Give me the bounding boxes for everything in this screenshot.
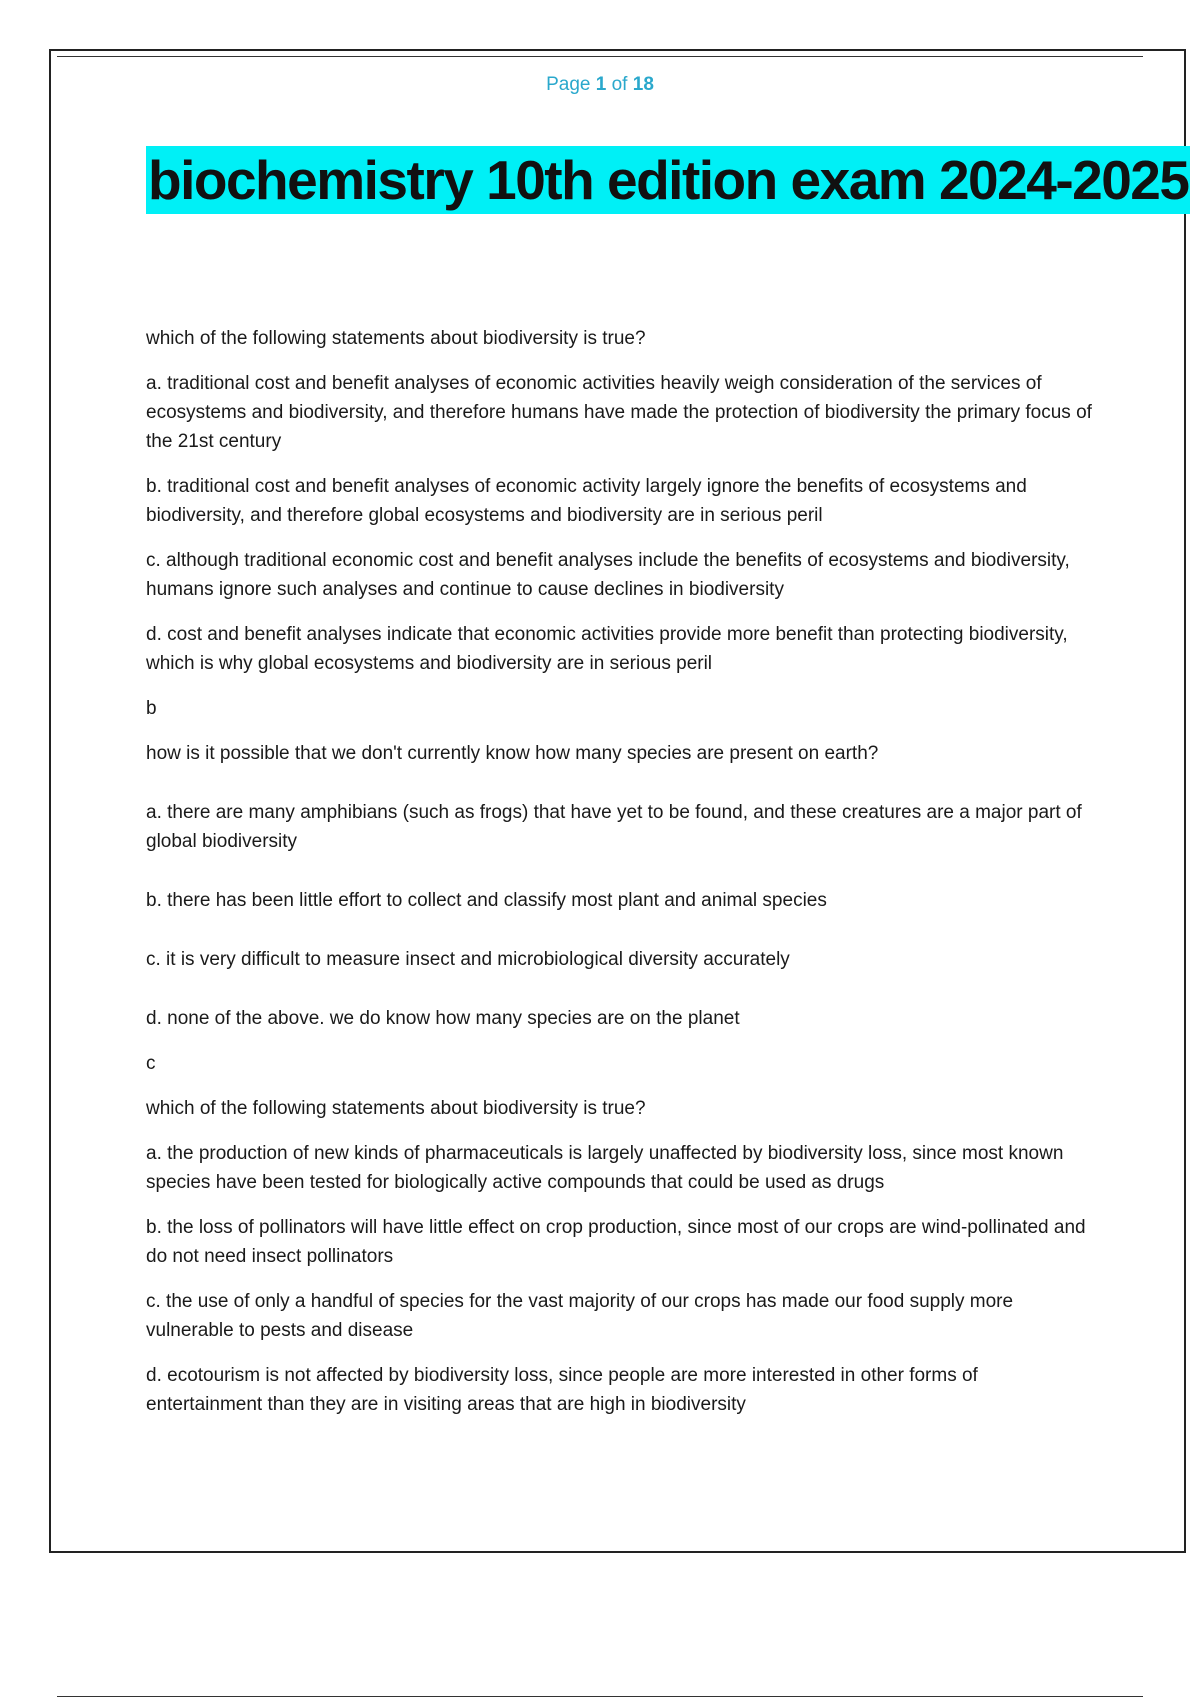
answer-option: d. cost and benefit analyses indicate that economic activities provide more benefit than protecting biodiversity, which is why global ecosystems and biodiversity are in serious peril [146,624,1068,674]
document-body [146,324,1094,1435]
bottom-rule [57,1696,1143,1697]
answer-option: a. there are many amphibians (such as frogs) that have yet to be found, and these creatures are a major part of global biodiversity [146,802,1082,852]
page-total: 18 [632,74,654,95]
answer-option: c. although traditional economic cost and benefit analyses include the benefits of ecosystems and biodiversity, humans ignore such analyses and continue to cause declines in biodiversity [146,550,1070,600]
answer-option: c. it is very difficult to measure insect and microbiological diversity accurately [146,949,790,970]
answer-key: c [146,1053,156,1074]
answer-option: d. ecotourism is not affected by biodiversity loss, since people are more interested in other forms of entertainment than they are in visiting areas that are high in biodiversity [146,1365,978,1415]
page-current: 1 [595,74,607,95]
page-prefix: Page [546,74,591,95]
page-number [0,74,1200,96]
answer-option: c. the use of only a handful of species for the vast majority of our crops has made our food supply more vulnerable to pests and disease [146,1291,1014,1341]
question-text: which of the following statements about biodiversity is true? [146,328,646,349]
question-text: which of the following statements about biodiversity is true? [146,1098,646,1119]
answer-option: a. traditional cost and benefit analyses of economic activities heavily weigh consideration of the services of ecosystems and biodiversity, and therefore humans have made the protection of biodiversity the primary focus of the 21st century [146,373,1092,452]
answer-key: b [146,698,157,719]
answer-option: b. the loss of pollinators will have little effect on crop production, since most of our crops are wind-pollinated and do not need insect pollinators [146,1217,1086,1267]
document-title: biochemistry 10th edition exam 2024-2025 [146,146,1190,214]
page-of: of [611,74,628,95]
answer-option: a. the production of new kinds of pharmaceuticals is largely unaffected by biodiversity loss, since most known species have been tested for biologically active compounds that could be used as drugs [146,1143,1064,1193]
answer-option: b. traditional cost and benefit analyses of economic activity largely ignore the benefits of ecosystems and biodiversity, and therefore global ecosystems and biodiversity are in serious peril [146,476,1027,526]
question-text: how is it possible that we don't currently know how many species are present on earth? [146,743,879,764]
answer-option: b. there has been little effort to collect and classify most plant and animal species [146,890,827,911]
answer-option: d. none of the above. we do know how many species are on the planet [146,1008,740,1029]
